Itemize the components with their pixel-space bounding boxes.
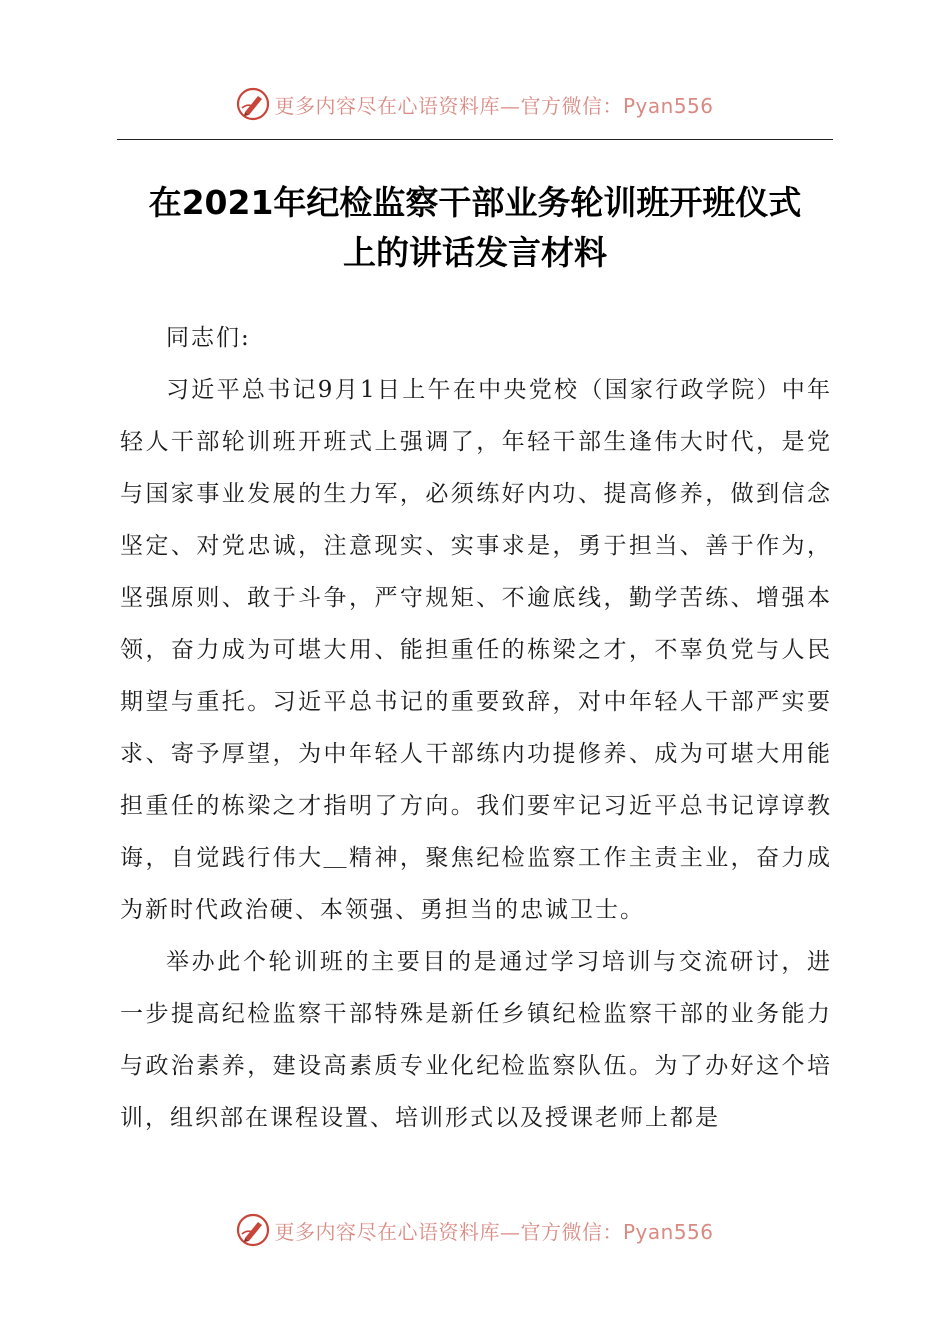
header-divider bbox=[117, 139, 833, 140]
footer-watermark-banner bbox=[0, 1210, 950, 1250]
header-watermark-banner bbox=[0, 84, 950, 124]
watermark-text: 更多内容尽在心语资料库—官方微信： bbox=[274, 1219, 623, 1244]
document-title-line-1: 在2021年纪检监察干部业务轮训班开班仪式 bbox=[148, 183, 802, 222]
document-body bbox=[120, 312, 832, 1144]
document-title-line-2: 上的讲话发言材料 bbox=[343, 233, 607, 272]
watermark-text: 更多内容尽在心语资料库—官方微信： bbox=[274, 93, 623, 118]
document-title bbox=[117, 178, 833, 278]
salutation: 同志们: bbox=[166, 325, 251, 351]
watermark-wechat-id: Pyan556 bbox=[622, 1219, 714, 1244]
body-paragraph-1: 习近平总书记9月1日上午在中央党校（国家行政学院）中年轻人干部轮训班开班式上强调了，年轻干部生逢伟大时代，是党与国家事业发展的生力军，必须练好内功、提高修养，做到信念坚定、对党忠诚，注意现实、实事求是，勇于担当、善于作为，坚强原则、敢于斗争，严守规矩、不逾底线，勤学苦练、增强本领，奋力成为可堪大用、能担重任的栋梁之才，不辜负党与人民期望与重托。习近平总书记的重要致辞，对中年轻人干部严实要求、寄予厚望，为中年轻人干部练内功提修养、成为可堪大用能担重任的栋梁之才指明了方向。我们要牢记习近平总书记谆谆教诲，自觉践行伟大＿精神，聚焦纪检监察工作主责主业，奋力成为新时代政治硬、本领强、勇担当的忠诚卫士。 bbox=[120, 377, 832, 923]
pen-logo-icon bbox=[236, 87, 270, 121]
body-paragraph-2: 举办此个轮训班的主要目的是通过学习培训与交流研讨，进一步提高纪检监察干部特殊是新任乡镇纪检监察干部的业务能力与政治素养，建设高素质专业化纪检监察队伍。为了办好这个培训，组织部在课程设置、培训形式以及授课老师上都是 bbox=[120, 949, 832, 1131]
watermark-wechat-id: Pyan556 bbox=[622, 93, 714, 118]
pen-logo-icon bbox=[236, 1213, 270, 1247]
